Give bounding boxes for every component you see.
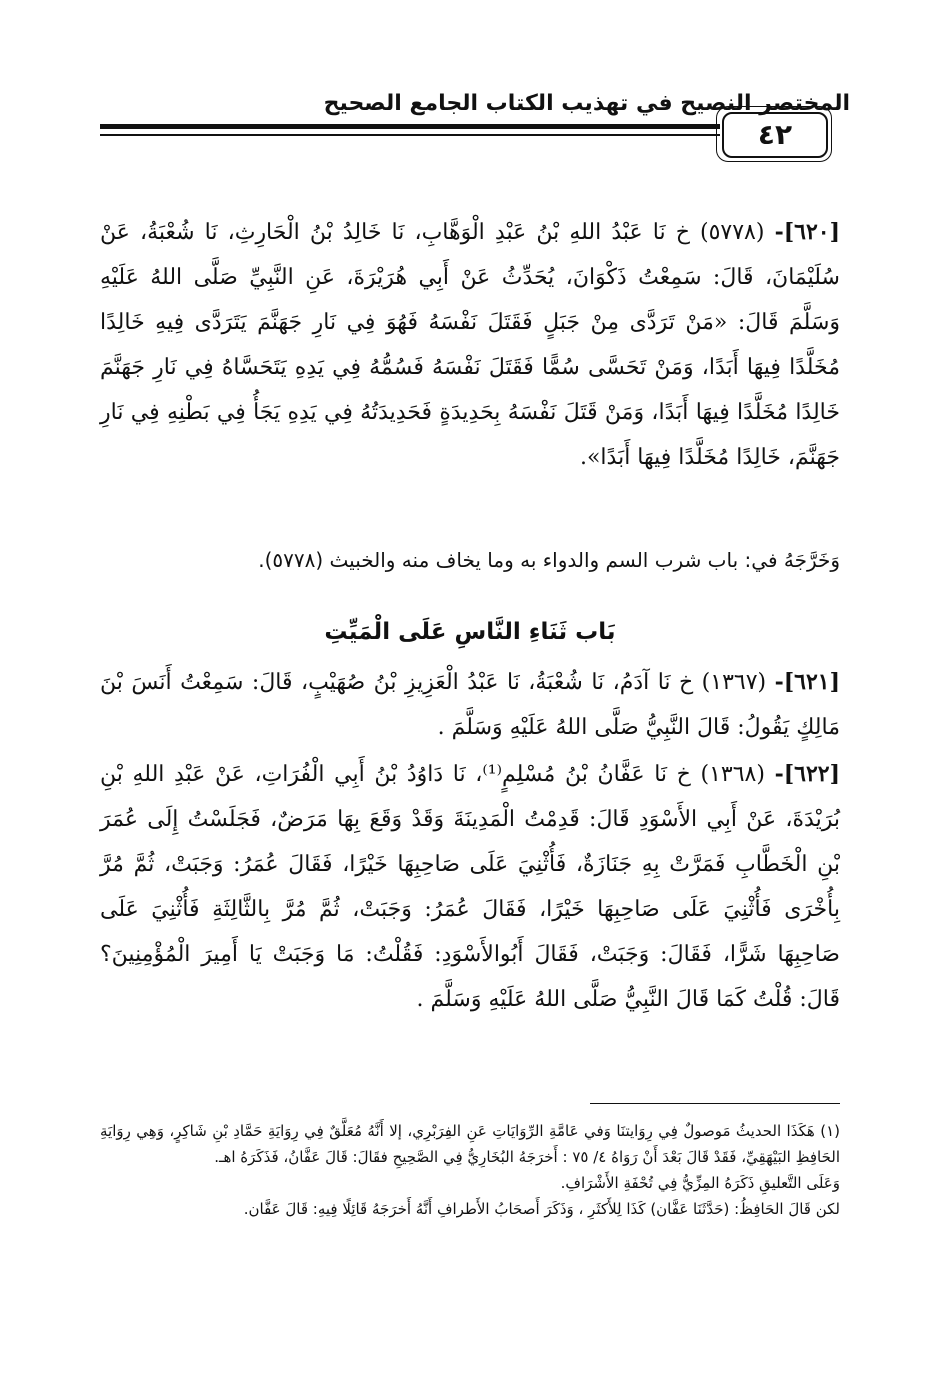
- footnote-separator: [590, 1103, 840, 1104]
- hadith-622: [100, 752, 840, 1022]
- footnotes: [100, 1118, 840, 1222]
- footnote-line: لكن قَالَ الحَافِظُ: (حَدَّثَنَا عَفَّان) كَذَا لِلأَكثَرِ ، وَذَكَرَ أَصحَابُ الأَطرافِ أَنَّهُ أَخرَجَهُ قَائِلًا فِيهِ: قَالَ عَفَّان.: [243, 1200, 840, 1218]
- header-rule-thin: [100, 134, 720, 136]
- section-heading: بَاب ثَنَاءِ النَّاسِ عَلَى الْمَيِّتِ: [324, 619, 616, 645]
- header-rule-thick: [100, 124, 720, 129]
- hadith-number: [٦٢٠]-: [774, 219, 841, 245]
- hadith-number: [٦٢١]-: [774, 669, 840, 695]
- hadith-620: [100, 210, 840, 480]
- page-number: ٤٢: [722, 112, 828, 158]
- hadith-text: (١٣٦٧) خ نَا آدَمُ، نَا شُعْبَةُ، نَا عَبْدُ الْعَزِيزِ بْنُ صُهَيْبٍ، قَالَ: سَمِعْتُ أَنَسَ بْنَ مَالِكٍ يَقُولُ: قَالَ النَّبِيُّ صَلَّى اللهُ عَلَيْهِ وَسَلَّمَ .: [100, 670, 840, 740]
- hadith-621: [100, 660, 840, 750]
- hadith-text: (٥٧٧٨) خ نَا عَبْدُ اللهِ بْنُ عَبْدِ الْوَهَّابِ، نَا خَالِدُ بْنُ الْحَارِثِ، نَا شُعْبَةُ، عَنْ سُلَيْمَانَ، قَالَ: سَمِعْتُ ذَكْوَانَ، يُحَدِّثُ عَنْ أَبِي هُرَيْرَةَ، عَنِ النَّبِيِّ صَلَّى اللهُ عَلَيْهِ وَسَلَّمَ قَالَ: «مَنْ تَرَدَّى مِنْ جَبَلٍ فَقَتَلَ نَفْسَهُ فَهُوَ فِي نَارِ جَهَنَّمَ يَتَرَدَّى فِيهِ خَالِدًا مُخَلَّدًا فِيهَا أَبَدًا، وَمَنْ تَحَسَّى سُمًّا فَقَتَلَ نَفْسَهُ فَسُمُّهُ فِي يَدِهِ يَتَحَسَّاهُ فِي نَارِ جَهَنَّمَ خَالِدًا مُخَلَّدًا فِيهَا أَبَدًا، وَمَنْ قَتَلَ نَفْسَهُ بِحَدِيدَةٍ فَحَدِيدَتُهُ فِي يَدِهِ يَجَأُ فِي بَطْنِهِ فِي نَارِ جَهَنَّمَ، خَالِدًا مُخَلَّدًا فِيهَا أَبَدًا».: [100, 220, 840, 470]
- source-note: وَخَرَّجَهُ في: باب شرب السم والدواء به وما يخاف منه والخبيث (٥٧٧٨).: [258, 548, 840, 572]
- hadith-number: [٦٢٢]-: [774, 761, 840, 787]
- hadith-text: (١٣٦٨) خ نَا عَفَّانُ بْنُ مُسْلِمٍ⁽¹⁾، نَا دَاوُدُ بْنُ أَبِي الْفُرَاتِ، عَنْ عَبْدِ اللهِ بْنِ بُرَيْدَةَ، عَنْ أَبِي الأَسْوَدِ قَالَ: قَدِمْتُ الْمَدِينَةَ وَقَدْ وَقَعَ بِهَا مَرَضٌ، فَجَلَسْتُ إِلَى عُمَرَ بْنِ الْخَطَّابِ فَمَرَّتْ بِهِ جَنَازَةٌ، فَأُثْنِيَ عَلَى صَاحِبِهَا خَيْرًا، فَقَالَ عُمَرُ: وَجَبَتْ، ثُمَّ مُرَّ بِأُخْرَى فَأُثْنِيَ عَلَى صَاحِبِهَا خَيْرًا، فَقَالَ عُمَرُ: وَجَبَتْ، ثُمَّ مُرَّ بِالثَّالِثَةِ فَأُثْنِيَ عَلَى صَاحِبِهَا شَرًّا، فَقَالَ: وَجَبَتْ، فَقَالَ أَبُوالأَسْوَدِ: فَقُلْتُ: مَا وَجَبَتْ يَا أَمِيرَ الْمُؤْمِنِينَ؟ قَالَ: قُلْتُ كَمَا قَالَ النَّبِيُّ صَلَّى اللهُ عَلَيْهِ وَسَلَّمَ .: [100, 762, 840, 1012]
- footnote-line: (١) هَكَذَا الحديثُ مَوصولٌ فِي رِوَايتنَا وَفي عَامَّةِ الرِّوَايَاتِ عَنِ الفِرَبْرِي، إلا أَنَّهُ مُعَلَّقٌ فِي رِوَايَةِ حَمَّادِ بْنِ شَاكِرٍ، وَهِي رِوَايَةِ الحَافِظِ البَيْهَقِيِّ، فَقَدْ قَالَ بَعْدَ أَنْ رَوَاهُ ٤/ ٧٥ : أَخرَجَهُ البُخَارِيُّ فِي الصَّحِيحِ فقَالَ: قَالَ عَفَّانُ، فَذَكَرَهُ اهـ.: [100, 1122, 840, 1166]
- footnote-line: وَعَلَى التَّعليقِ ذَكَرَهُ المِزِّيُّ فِي تُحْفَةِ الأَشْرَافِ.: [560, 1174, 840, 1192]
- running-header-title: المختصر النصيح في تهذيب الكتاب الجامع الصحيح: [323, 91, 850, 116]
